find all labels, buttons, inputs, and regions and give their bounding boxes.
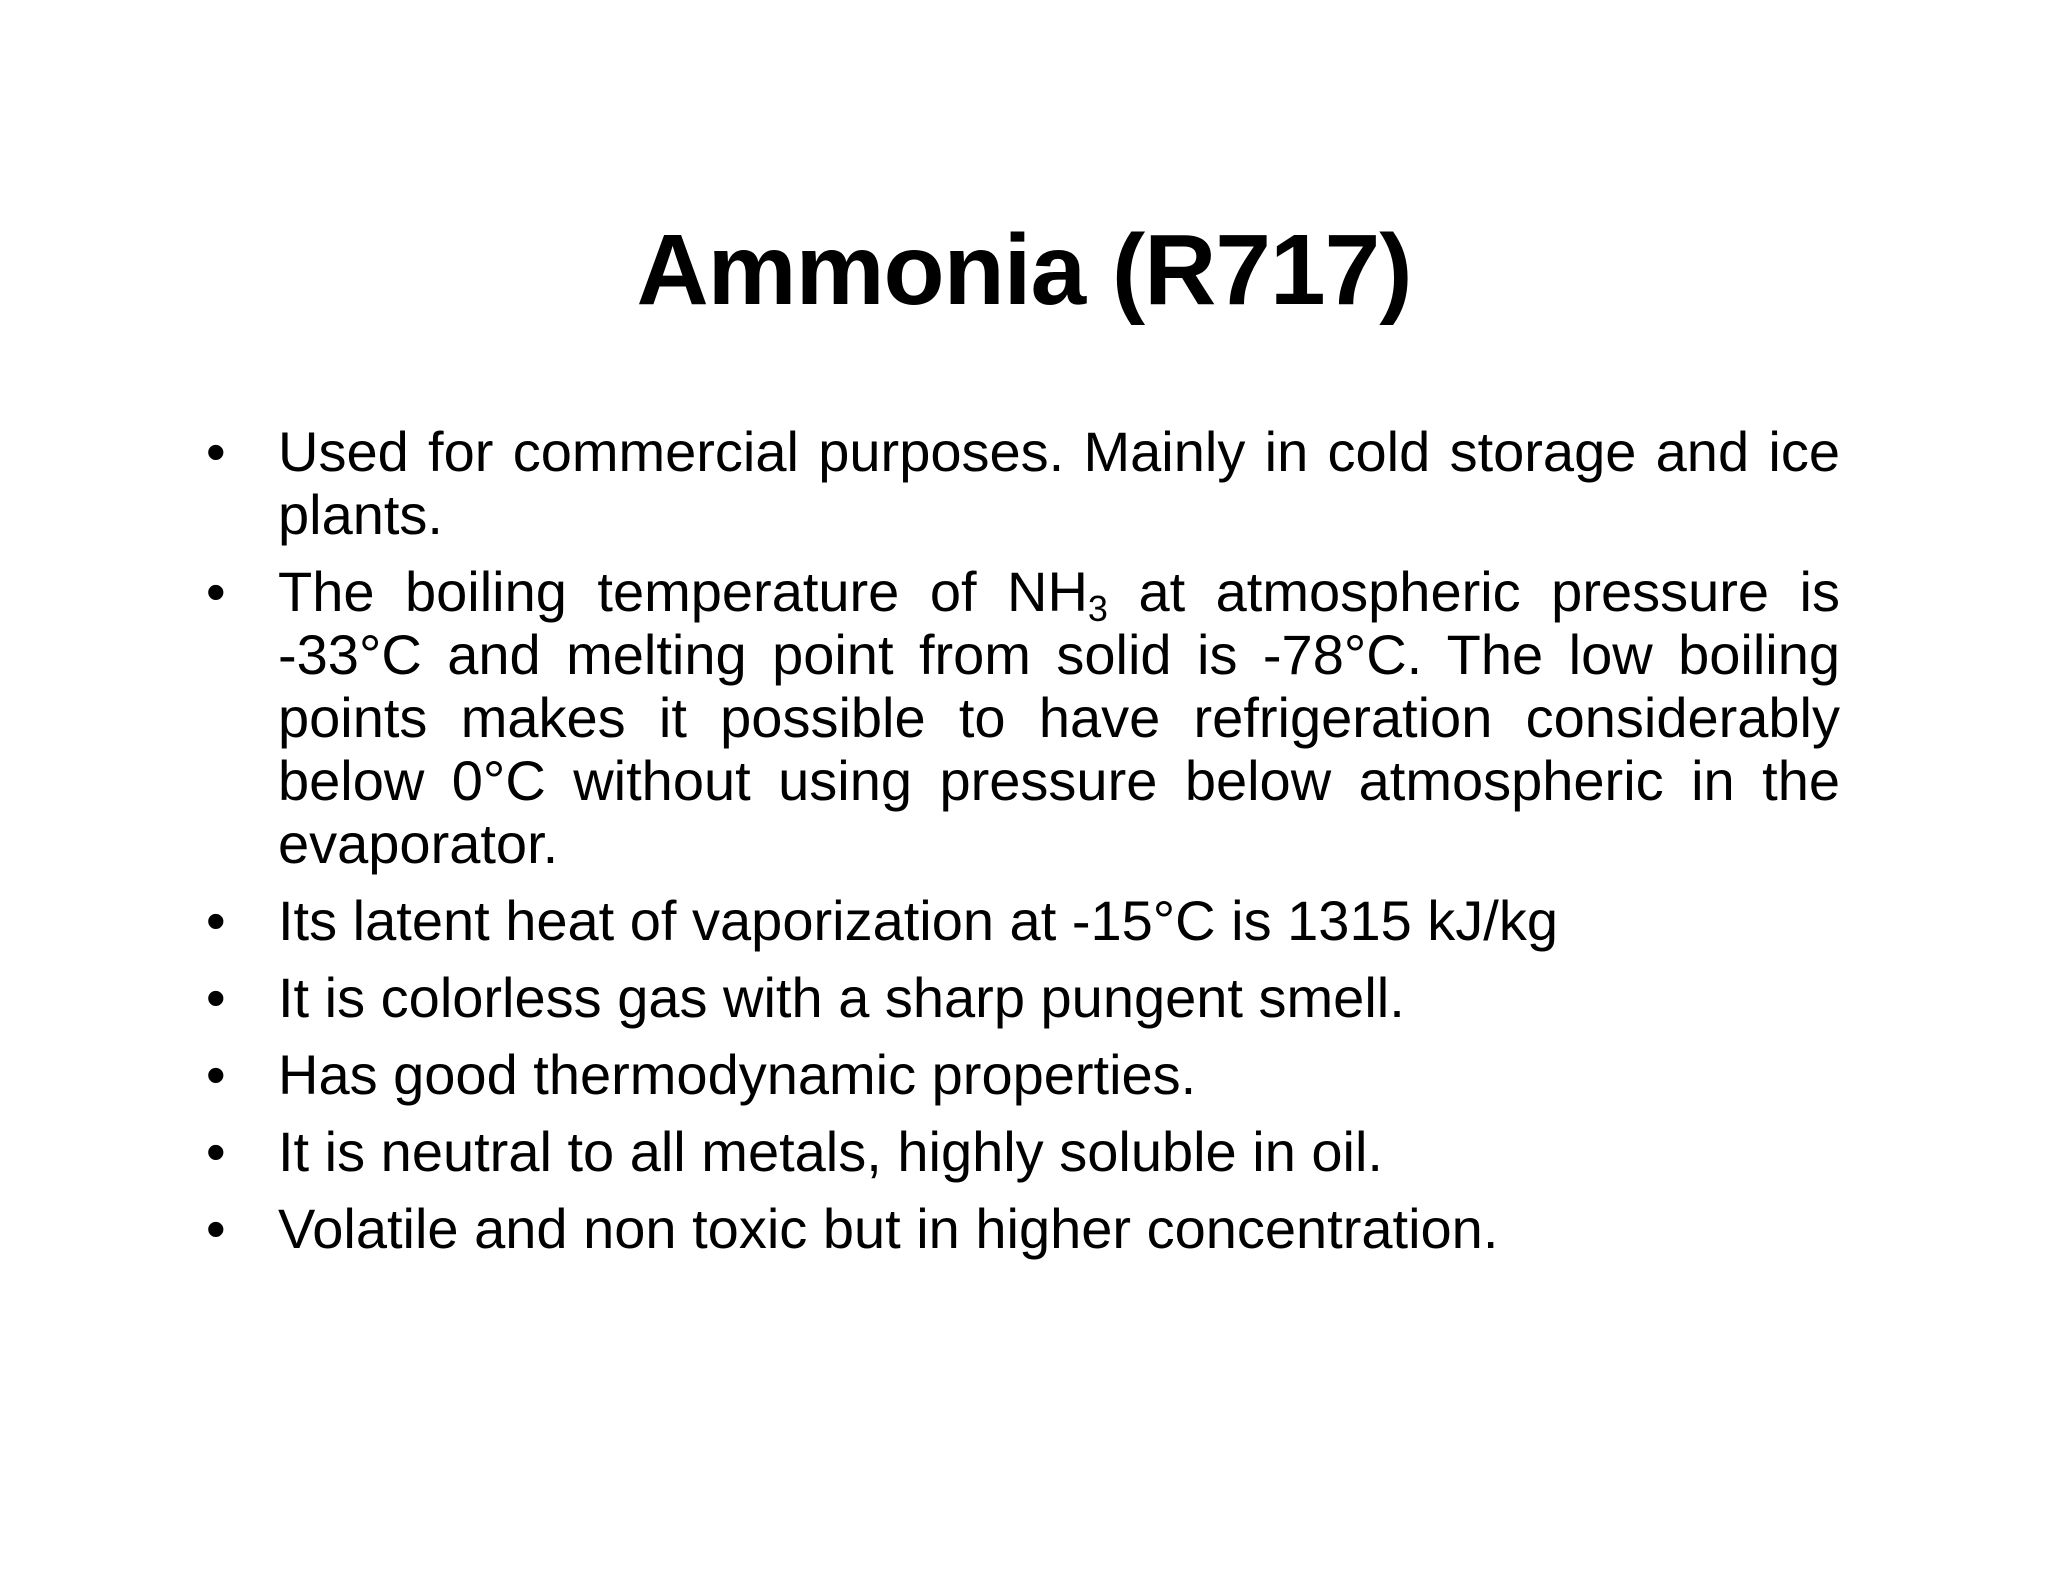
list-item — [200, 1197, 1840, 1260]
bullet-text-before: The boiling temperature of NH — [278, 560, 1088, 623]
bullet-icon: • — [206, 1120, 226, 1183]
subscript-text: 3 — [1087, 588, 1108, 629]
bullet-icon: • — [206, 560, 226, 623]
bullet-icon: • — [206, 1043, 226, 1106]
list-item — [200, 1120, 1840, 1183]
bullet-icon: • — [206, 420, 226, 483]
bullet-icon: • — [206, 889, 226, 952]
list-item — [200, 1043, 1840, 1106]
bullet-text: Volatile and non toxic but in higher concentration. — [278, 1197, 1499, 1260]
bullet-text: Its latent heat of vaporization at -15°C is 1315 kJ/kg — [278, 889, 1558, 952]
bullet-text: Has good thermodynamic properties. — [278, 1043, 1197, 1106]
bullet-list — [200, 420, 1840, 1274]
bullet-text: It is neutral to all metals, highly soluble in oil. — [278, 1120, 1383, 1183]
list-item — [200, 966, 1840, 1029]
bullet-text: It is colorless gas with a sharp pungent smell. — [278, 966, 1405, 1029]
bullet-text: Used for commercial purposes. Mainly in cold storage and ice plants. — [278, 420, 1840, 546]
list-item — [200, 420, 1840, 546]
list-item — [200, 560, 1840, 875]
bullet-icon: • — [206, 1197, 226, 1260]
list-item — [200, 889, 1840, 952]
bullet-text-after: at atmospheric pressure is -33°C and melting point from solid is -78°C. The low boiling points makes it possible to have refrigeration considerably below 0°C without using pressure below atmospheric in the evaporator. — [278, 560, 1840, 875]
slide-title: Ammonia (R717) — [636, 214, 1412, 326]
bullet-icon: • — [206, 966, 226, 1029]
